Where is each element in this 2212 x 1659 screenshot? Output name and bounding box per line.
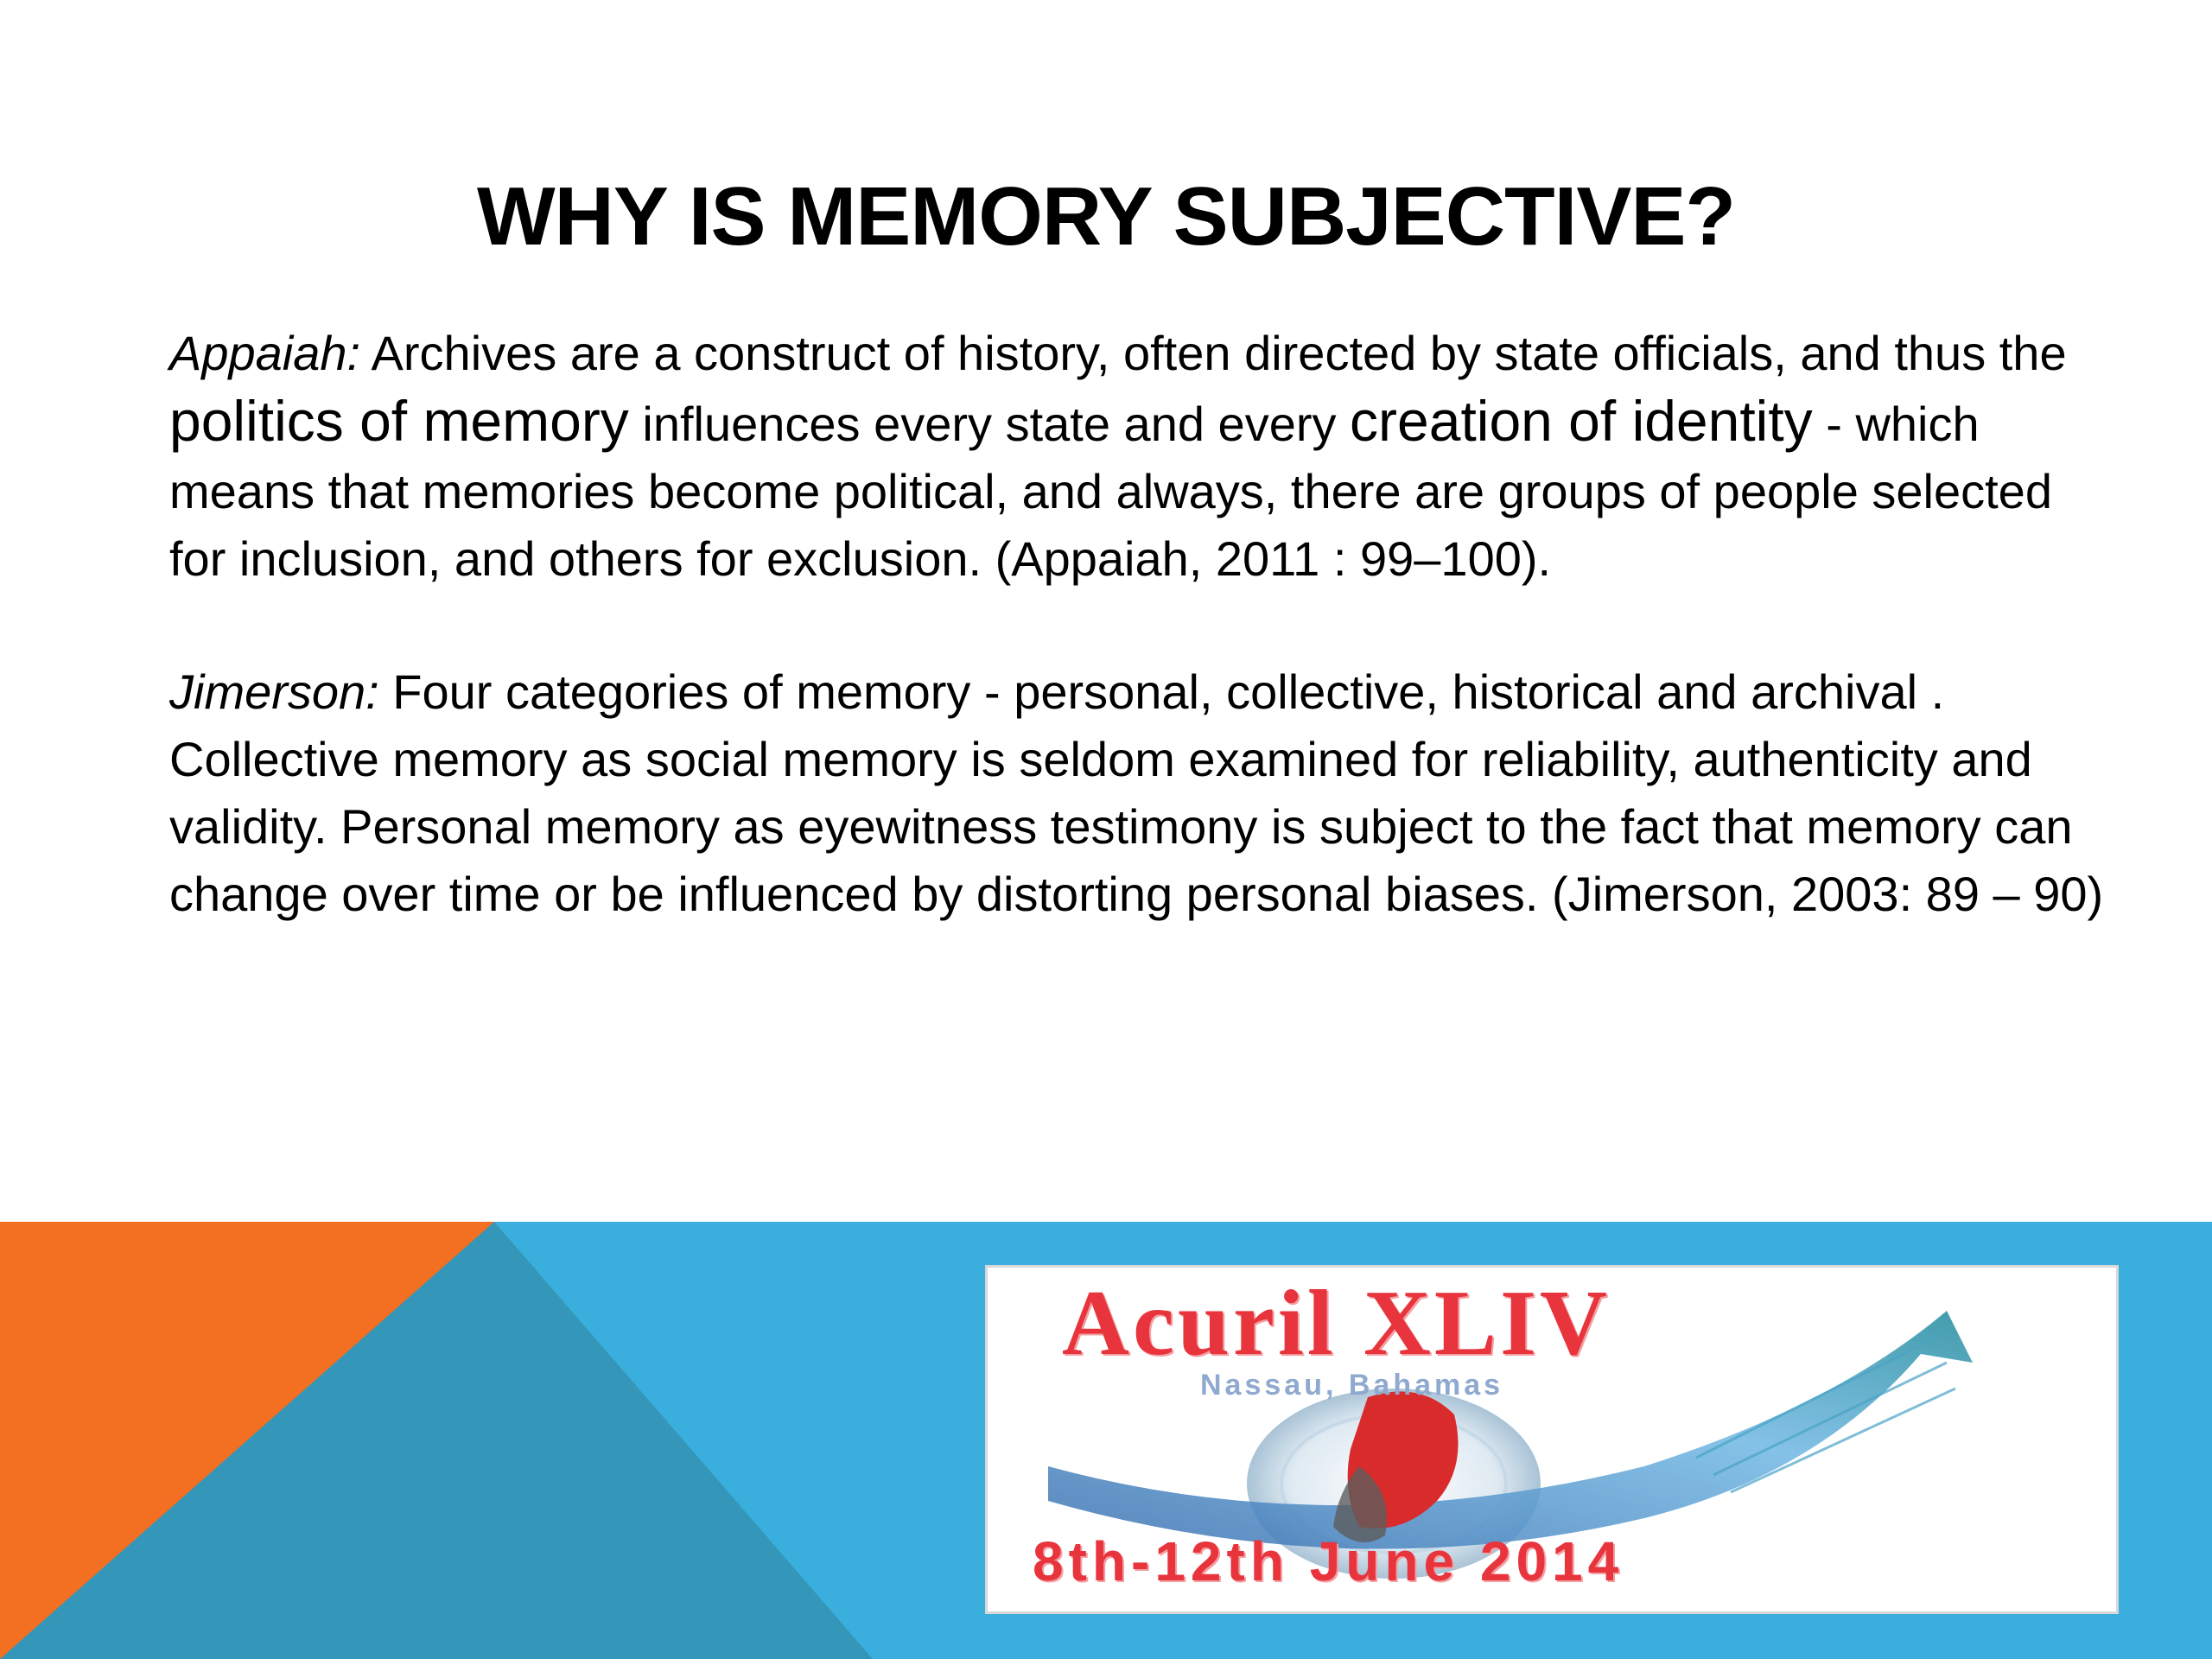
emphasis-text: creation of identity	[1350, 389, 1813, 453]
slide-title: WHY IS MEMORY SUBJECTIVE?	[476, 170, 1736, 263]
paragraph-text: influences every state and every	[628, 397, 1351, 451]
acuril-logo	[985, 1265, 2119, 1614]
logo-dates: 8th-12th June 2014	[1033, 1530, 1624, 1592]
paragraph-text: Four categories of memory - personal, collective, historical and archival . Collective memory as social memory is seldom examined for reliability, authenticity and validity. Personal memory as eyewitness testimony is subject to the fact that memory can change over time or be influenced by distorting personal biases. (Jimerson, 2003: 89 – 90)	[169, 664, 2104, 921]
paragraph-text: - which means that memories become political, and always, there are groups of people selected for inclusion, and others for exclusion. (Appaiah, 2011 : 99–100).	[169, 397, 2052, 586]
paragraph-appaiah	[169, 320, 2105, 593]
logo-title: Acuril XLIV	[1062, 1272, 1611, 1375]
speaker-label: Appaiah:	[169, 326, 361, 380]
logo-subtitle: Nassau, Bahamas	[1200, 1369, 1504, 1402]
emphasis-text: politics of memory	[169, 389, 629, 453]
paragraph-jimerson	[169, 658, 2105, 928]
speaker-label: Jimerson:	[169, 664, 379, 719]
paragraph-text: Archives are a construct of history, often directed by state officials, and thus the	[360, 326, 2067, 380]
slide-body	[169, 320, 2105, 994]
